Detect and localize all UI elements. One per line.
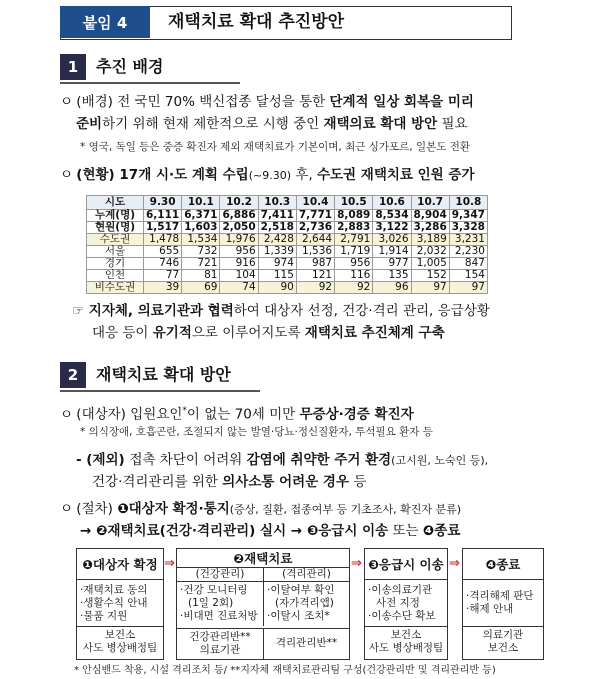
flow-box-title: ❷재택치료 [177, 549, 349, 568]
table-row: 서울 655 732 956 1,339 1,536 1,719 1,914 2,032 2,230 [87, 246, 488, 258]
section-title-2: 재택치료 확대 방안 [96, 365, 231, 384]
section-underline-2 [60, 390, 260, 392]
except-line-2: 건강·격리관리를 위한 의사소통 어려운 경우 등 [92, 474, 367, 490]
system-line-1: ☞ 지자체, 의료기관과 협력하여 대상자 선정, 건강·격리 관리, 응급상황 [72, 303, 490, 319]
system-line-2: 대응 등이 유기적으로 이루어지도록 재택치료 추진체계 구축 [92, 325, 445, 341]
flow-box-confirm [76, 548, 164, 660]
section-number-2: 2 [60, 362, 86, 388]
section-number-1: 1 [60, 54, 86, 80]
flow-box-items: ·건강 모니터링 (1일 2회) ·비대면 진료처방 ·이탈여부 확인 (자가격리앱) ·이탈시 조치* [177, 582, 349, 626]
flow-arrow-icon: ⇒ [449, 556, 460, 571]
procedure-line-2: → ❷재택치료(건강·격리관리) 실시 → ❸응급시 이송 또는 ❹종료 [80, 523, 461, 539]
table-row: 수도권 1,478 1,534 1,976 2,428 2,644 2,791 3,026 3,189 3,231 [87, 234, 488, 246]
flow-box-footer: 의료기관 보건소 [463, 626, 543, 659]
background-line-2: 준비하기 위해 현재 제한적으로 시행 중인 재택의료 확대 방안 필요 [76, 116, 468, 132]
flow-box-title: ❶대상자 확정 [77, 549, 163, 580]
status-line: ㅇ (현황) 17개 시·도 계획 수립(~9.30) 후, 수도권 재택치료 인원 증가 [60, 167, 475, 183]
footnote: * 안심밴드 착용, 시설 격리조치 등/ **지자체 재택치료관리팀 구성(건강관리반 및 격리관리반 등) [74, 665, 496, 676]
flow-box-emergency [364, 548, 448, 660]
table-row: 누계(명) 6,111 6,371 6,886 7,411 7,771 8,089 8,534 8,904 9,347 [87, 210, 488, 222]
flow-box-title: ❹종료 [463, 549, 543, 580]
document-title: 재택치료 확대 추진방안 [168, 12, 345, 32]
section-title-1: 추진 배경 [96, 57, 164, 76]
stats-table-wrap [86, 195, 488, 294]
target-note: * 의식장애, 호흡곤란, 조절되지 않는 발열·당뇨·정신질환자, 투석필요 환자 등 [80, 426, 433, 438]
flow-box-items: ·이송의료기관 사전 지정 ·이송수단 확보 [368, 584, 436, 622]
flow-box-title: ❸응급시 이송 [365, 549, 447, 580]
target-line: ㅇ (대상자) 입원요인*이 없는 70세 미만 무증상·경증 확진자 [60, 406, 414, 423]
flow-box-subheads: (건강관리) (격리관리) [177, 568, 349, 582]
section-underline-1 [60, 82, 240, 84]
flow-arrow-icon: ⇒ [351, 556, 362, 571]
table-row: 경기 746 721 916 974 987 956 977 1,005 847 [87, 258, 488, 270]
flow-box-footer: 건강관리반** 의료기관 격리관리반** [177, 628, 349, 659]
table-row: 인천 77 81 104 115 121 116 135 152 154 [87, 270, 488, 282]
background-line-1: ㅇ (배경) 전 국민 70% 백신접종 달성을 통한 단계적 일상 회복을 미리 [60, 94, 474, 110]
flow-box-end [462, 548, 544, 660]
flow-box-treatment [176, 548, 350, 660]
table-header-row: 시도 9.30 10.1 10.2 10.3 10.4 10.5 10.6 10.7 10.8 [87, 196, 488, 210]
table-row: 비수도권 39 69 74 90 92 92 96 97 97 [87, 282, 488, 294]
flow-box-items: ·격리해제 판단 ·해제 안내 [466, 590, 534, 615]
attachment-badge: 붙임 4 [60, 6, 150, 38]
procedure-line-1: ㅇ (절차) ❶대상자 확정·통지(증상, 질환, 접종여부 등 기초조사, 확진자 분류) [60, 501, 462, 517]
flow-box-footer: 보건소 사도 병상배정팀 [365, 626, 447, 659]
flow-arrow-icon: ⇒ [164, 556, 175, 571]
background-note: * 영국, 독일 등은 중증 확진자 제외 재택치료가 기본이며, 최근 싱가포르, 일본도 전환 [80, 141, 471, 153]
flow-box-footer: 보건소 사도 병상배정팀 [77, 626, 163, 659]
except-line-1: - (제외) 접촉 차단이 어려워 감염에 취약한 주거 환경(고시원, 노숙인 등), [76, 452, 489, 468]
stats-table [86, 195, 488, 294]
flow-box-items: ·재택치료 동의 ·생활수칙 안내 ·물품 지원 [80, 584, 148, 622]
table-row: 현원(명) 1,517 1,603 2,050 2,518 2,736 2,883 3,122 3,286 3,328 [87, 222, 488, 234]
